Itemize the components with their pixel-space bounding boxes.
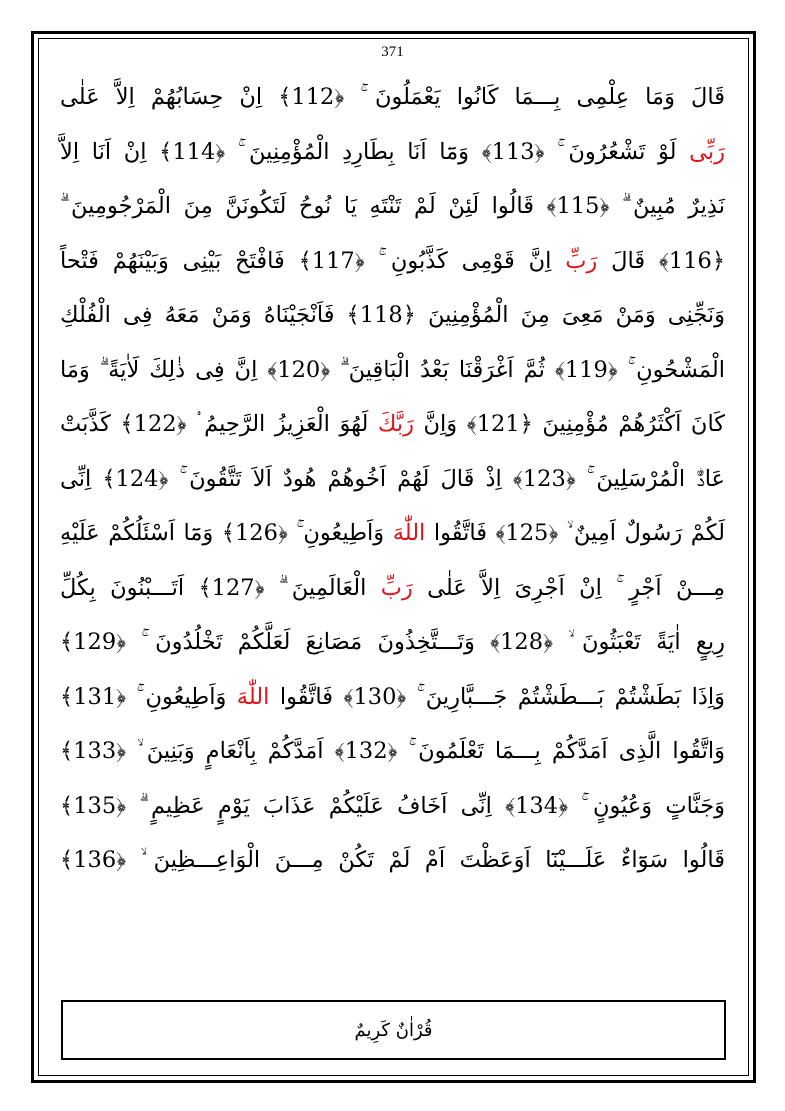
verse-segment: لَكُمْ رَسُولٌ اَمِينٌ ۙ ﴿125﴾ فَاتَّقُوا [425, 520, 726, 546]
verse-segment: قَالَ وَمَا عِلْمِى بِـــمَا كَانُوا يَعْمَلُونَ ۚ ﴿112﴾ اِنْ حِسَابُهُمْ اِلاَّ عَلٰى [60, 84, 725, 110]
divine-name-highlight: رَبَّكَ [377, 411, 414, 437]
footer-title: قُرْاٰنٌ كَرِيمٌ [354, 1019, 433, 1041]
verse-segment: عَادٌۨ الْمُرْسَلِينَ ۚ ﴿123﴾ اِذْ قَالَ لَهُمْ اَخُوهُمْ هُودٌ اَلاَ تَتَّقُونَ ۚ ﴿124﴾ اِنِّى [60, 465, 725, 492]
verse-segment: مِـــنْ اَجْرٍ ۚ اِنْ اَجْرِىَ اِلاَّ عَلٰى [412, 574, 725, 601]
verse-segment: اِنَّ قَوْمِى كَذَّبُونِ ۚ ﴿117﴾ فَافْتَحْ بَيْنِى وَبَيْنَهُمْ فَتْحاً [60, 247, 566, 274]
text-line [60, 724, 725, 779]
text-line [60, 670, 725, 725]
text-line [60, 452, 725, 507]
line-text [60, 833, 725, 888]
verse-segment: لَهُوَ الْعَزِيزُ الرَّحِيمُ ۟ ﴿122﴾ كَذَّبَتْ [60, 411, 378, 437]
line-text [60, 234, 725, 289]
line-text [60, 724, 725, 779]
line-text [60, 70, 725, 125]
divine-name-highlight: رَبِّى [689, 138, 725, 165]
verse-segment: وَاِذَا بَطَشْتُمْ بَـــطَشْتُمْ جَـــبَّارِينَ ۚ ﴿130﴾ فَاتَّقُوا [269, 683, 725, 710]
text-line [60, 561, 725, 616]
line-text [60, 288, 725, 343]
quran-text-block [60, 70, 725, 888]
text-line [60, 125, 725, 180]
line-text [60, 615, 725, 670]
text-line [60, 70, 725, 125]
text-line [60, 343, 725, 398]
verse-segment: نَذِيرٌ مُبِينٌ ۗ ﴿115﴾ قَالُوا لَئِنْ لَمْ تَنْتَهِ يَا نُوحُ لَتَكُونَنَّ مِنَ الْمَرْجُومِينَ ۗ [60, 193, 725, 219]
text-line [60, 397, 725, 452]
text-line [60, 506, 725, 561]
verse-segment: لَوْ تَشْعُرُونَ ۚ ﴿113﴾ وَمَٓا اَنَا بِطَارِدِ الْمُؤْمِنِينَ ۚ ﴿114﴾ اِنْ اَنَا اِلاَّ [60, 138, 690, 165]
divine-name-highlight: رَبِّ [380, 574, 413, 601]
line-text [60, 506, 725, 561]
line-text [60, 561, 725, 616]
verse-segment: وَاتَّقُوا الَّذِى اَمَدَّكُمْ بِـــمَا تَعْلَمُونَ ۚ ﴿132﴾ اَمَدَّكُمْ بِاَنْعَامٍ وَبَنِينَ ۙ ﴿133﴾ [60, 738, 725, 764]
line-text [60, 452, 725, 507]
verse-segment: رِيعٍ اٰيَةً تَعْبَثُونَ ۙ ﴿128﴾ وَتَـــتَّخِذُونَ مَصَانِعَ لَعَلَّكُمْ تَخْلُدُونَ ۚ ﴿129﴾ [60, 629, 725, 655]
line-text [60, 670, 725, 725]
line-text [60, 343, 725, 398]
line-text [60, 779, 725, 834]
text-line [60, 833, 725, 888]
divine-name-highlight: اللّٰهَ [392, 520, 426, 546]
text-line [60, 288, 725, 343]
text-line [60, 615, 725, 670]
verse-segment: وَاَطِيعُونِ ۚ ﴿131﴾ [60, 683, 237, 710]
divine-name-highlight: رَبِّ [565, 247, 598, 274]
line-text [60, 397, 725, 452]
verse-segment: قَالُوا سَوَٓاءٌ عَلَـــيْنَٓا اَوَعَظْتَ اَمْ لَمْ تَكُنْ مِـــنَ الْوَاعِـــظِينَ ۙ ﴿136﴾ [60, 847, 725, 873]
line-text [60, 125, 725, 180]
verse-segment: الْعَالَمِينَ ۗ ﴿127﴾ اَتَـــبْنُونَ بِكُلِّ [60, 574, 381, 601]
text-line [60, 179, 725, 234]
verse-segment: كَانَ اَكْثَرُهُمْ مُؤْمِنِينَ ﴿121﴾ وَاِنَّ [413, 411, 726, 437]
verse-segment: وَنَجِّنِى وَمَنْ مَعِىَ مِنَ الْمُؤْمِنِينَ ﴿118﴾ فَاَنْجَيْنَاهُ وَمَنْ مَعَهُ فِى الْفُلْكِ [60, 302, 725, 328]
verse-segment: الْمَشْحُونِ ۚ ﴿119﴾ ثُمَّ اَغْرَقْنَا بَعْدُ الْبَاقِينَ ۗ ﴿120﴾ اِنَّ فِى ذٰلِكَ لَاٰيَةً ۗ وَمَا [60, 356, 726, 383]
verse-segment: ﴿116﴾ قَالَ [597, 247, 726, 274]
footer-box [61, 1000, 726, 1060]
text-line [60, 234, 725, 289]
page-number: 371 [381, 44, 404, 60]
verse-segment: وَاَطِيعُونِ ۚ ﴿126﴾ وَمَٓا اَسْئَلُكُمْ عَلَيْهِ [60, 520, 393, 546]
verse-segment: وَجَنَّاتٍ وَعُيُونٍ ۚ ﴿134﴾ اِنِّى اَخَافُ عَلَيْكُمْ عَذَابَ يَوْمٍ عَظِيمٍ ۗ ﴿135﴾ [60, 792, 725, 819]
text-line [60, 779, 725, 834]
line-text [60, 179, 725, 234]
divine-name-highlight: اللّٰهَ [236, 683, 270, 710]
